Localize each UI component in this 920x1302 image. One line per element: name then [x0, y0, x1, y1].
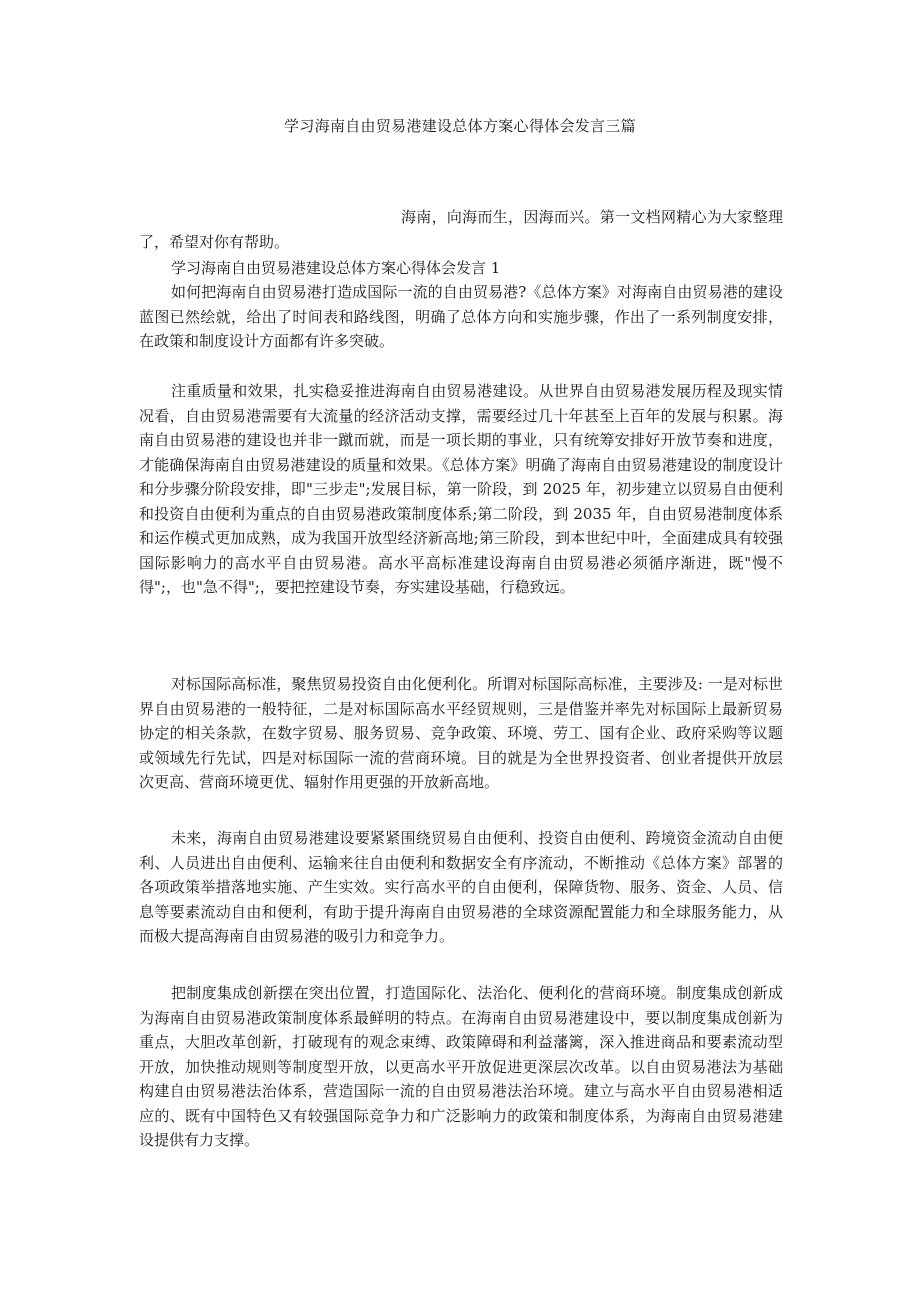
body-paragraph-3: 对标国际高标准，聚焦贸易投资自由化便利化。所谓对标国际高标准，主要涉及: 一是对标世界自由贸易港的一般特征，二是对标国际高水平经贸规则，三是借鉴并率先对标国际上最新贸易协定的相关条款，在数字贸易、服务贸易、竞争政策、环境、劳工、国有企业、政府采购等议题或领域先行先试，四是对标国际一流的营商环境。目的就是为全世界投资者、创业者提供开放层次更高、营商环境更优、辐射作用更强的开放新高地。 — [139, 675, 783, 791]
body-paragraph-2: 注重质量和效果，扎实稳妥推进海南自由贸易港建设。从世界自由贸易港发展历程及现实情况看，自由贸易港需要有大流量的经济活动支撑，需要经过几十年甚至上百年的发展与积累。海南自由贸易港的建设也并非一蹴而就，而是一项长期的事业，只有统筹安排好开放节奏和进度，才能确保海南自由贸易港建设的质量和效果。《总体方案》明确了海南自由贸易港建设的制度设计和分步骤分阶段安排，即"三步走";发展目标，第一阶段，到 2025 年，初步建立以贸易自由便利和投资自由便利为重点的自由贸易港政策制度体系;第二阶段，到 2035 年，自由贸易港制度体系和运作模式更加成熟，成为我国开放型经济新高地;第三阶段，到本世纪中叶，全面建成具有较强国际影响力的高水平自由贸易港。高水平高标准建设海南自由贸易港必须循序渐进，既"慢不得";，也"急不得";，要把控建设节奏，夯实建设基础，行稳致远。 — [139, 382, 783, 596]
section-heading: 学习海南自由贸易港建设总体方案心得体会发言 1 — [171, 259, 501, 277]
document-title: 学习海南自由贸易港建设总体方案心得体会发言三篇 — [284, 117, 636, 135]
body-paragraph-4: 未来，海南自由贸易港建设要紧紧围绕贸易自由便利、投资自由便利、跨境资金流动自由便利、人员进出自由便利、运输来往自由便利和数据安全有序流动，不断推动《总体方案》部署的各项政策举措落地实施、产生实效。实行高水平的自由便利，保障货物、服务、资金、人员、信息等要素流动自由和便利，有助于提升海南自由贸易港的全球资源配置能力和全球服务能力，从而极大提高海南自由贸易港的吸引力和竞争力。 — [139, 829, 783, 945]
intro-paragraph: 海南，向海而生，因海而兴。第一文档网精心为大家整理了，希望对你有帮助。 — [139, 208, 783, 251]
body-paragraph-1: 如何把海南自由贸易港打造成国际一流的自由贸易港?《总体方案》对海南自由贸易港的建设蓝图已然绘就，给出了时间表和路线图，明确了总体方向和实施步骤，作出了一系列制度安排，在政策和制度设计方面都有许多突破。 — [139, 283, 783, 350]
body-paragraph-5: 把制度集成创新摆在突出位置，打造国际化、法治化、便利化的营商环境。制度集成创新成为海南自由贸易港政策制度体系最鲜明的特点。在海南自由贸易港建设中，要以制度集成创新为重点，大胆改革创新，打破现有的观念束缚、政策障碍和利益藩篱，深入推进商品和要素流动型开放，加快推动规则等制度型开放，以更高水平开放促进更深层次改革。以自由贸易港法为基础构建自由贸易港法治体系，营造国际一流的自由贸易港法治环境。建立与高水平自由贸易港相适应的、既有中国特色又有较强国际竞争力和广泛影响力的政策和制度体系，为海南自由贸易港建设提供有力支撑。 — [139, 984, 783, 1149]
